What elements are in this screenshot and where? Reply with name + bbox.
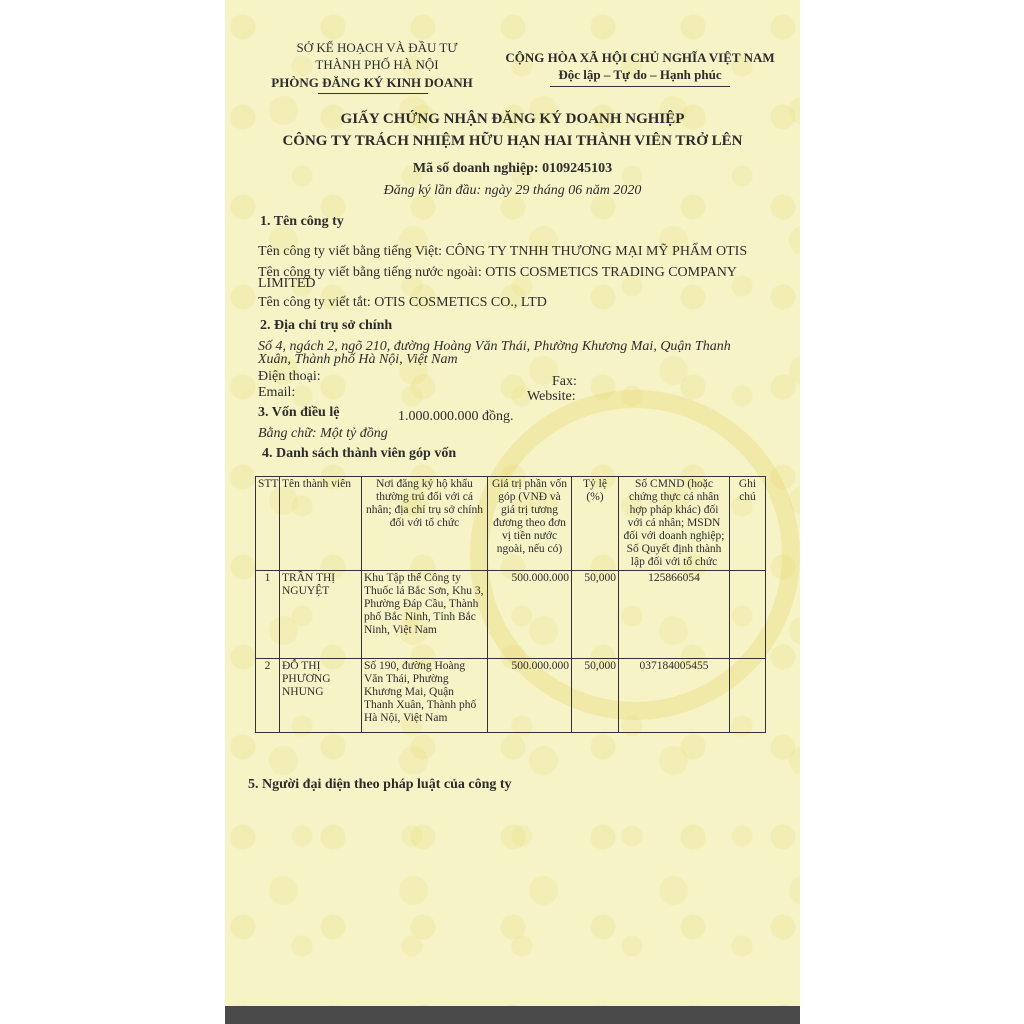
section3-heading: 3. Vốn điều lệ [258,405,340,420]
charter-capital-words: Bằng chữ: Một tỷ đồng [258,426,388,441]
section5-heading: 5. Người đại diện theo pháp luật của công ty [248,777,512,792]
company-name-vietnamese: Tên công ty viết bằng tiếng Việt: CÔNG TY TNHH THƯƠNG MẠI MỸ PHẨM OTIS [258,244,748,259]
row-note [730,659,766,733]
enterprise-code: Mã số doanh nghiệp: 0109245103 [412,161,613,176]
charter-capital-amount: 1.000.000.000 đồng. [398,409,514,424]
row-address: Khu Tập thể Công ty Thuốc lá Bắc Sơn, Khu 3, Phường Đáp Cầu, Thành phố Bắc Ninh, Tỉnh Bắc Ninh, Việt Nam [362,571,488,659]
header-underline-right [550,86,730,87]
company-name-foreign-cont: LIMITED [258,276,316,291]
issuer-department: SỞ KẾ HOẠCH VÀ ĐẦU TƯ [296,40,458,55]
row-id-number: 037184005455 [619,659,730,733]
col-header-note: Ghi chú [730,477,766,571]
members-table [255,476,766,733]
certificate-title: GIẤY CHỨNG NHẬN ĐĂNG KÝ DOANH NGHIỆP [340,111,685,127]
col-header-member-name: Tên thành viên [280,477,362,571]
first-registration-date: Đăng ký lần đầu: ngày 29 tháng 06 năm 2020 [383,183,642,198]
phone-label: Điện thoại: [258,369,321,384]
row-capital-value: 500.000.000 [488,571,572,659]
issuer-city: THÀNH PHỐ HÀ NỘI [315,57,439,72]
background-right [800,0,1024,1024]
header-underline-left [318,93,428,94]
email-label: Email: [258,385,296,400]
issuer-office: PHÒNG ĐĂNG KÝ KINH DOANH [271,75,473,90]
table-header-row [256,477,766,571]
row-ratio: 50,000 [572,659,619,733]
row-capital-value: 500.000.000 [488,659,572,733]
table-row [256,571,766,659]
company-short-name: Tên công ty viết tắt: OTIS COSMETICS CO., LTD [258,295,547,310]
col-header-capital-value: Giá trị phần vốn góp (VNĐ và giá trị tương đương theo đơn vị tiền nước ngoài, nếu có) [488,477,572,571]
row-stt: 1 [256,571,280,659]
col-header-ratio: Tỷ lệ (%) [572,477,619,571]
company-type: CÔNG TY TRÁCH NHIỆM HỮU HẠN HAI THÀNH VIÊN TRỞ LÊN [282,133,743,149]
national-title: CỘNG HÒA XÃ HỘI CHỦ NGHĨA VIỆT NAM [505,50,775,65]
row-member-name: ĐỖ THỊ PHƯƠNG NHUNG [280,659,362,733]
section1-heading: 1. Tên công ty [260,214,344,229]
section4-heading: 4. Danh sách thành viên góp vốn [262,446,457,461]
row-stt: 2 [256,659,280,733]
section2-heading: 2. Địa chỉ trụ sở chính [260,318,393,333]
company-name-foreign: Tên công ty viết bằng tiếng nước ngoài: OTIS COSMETICS TRADING COMPANY [258,265,737,280]
row-address: Số 190, đường Hoàng Văn Thái, Phường Khương Mai, Quận Thanh Xuân, Thành phố Hà Nội, Việt Nam [362,659,488,733]
background-left [0,0,225,1024]
row-id-number: 125866054 [619,571,730,659]
head-office-address: Số 4, ngách 2, ngõ 210, đường Hoàng Văn Thái, Phường Khương Mai, Quận Thanh [258,339,731,354]
row-ratio: 50,000 [572,571,619,659]
col-header-id-number: Số CMND (hoặc chứng thực cá nhân hợp pháp khác) đối với cá nhân; MSDN đối với doanh nghiệp; Số Quyết định thành lập đối với tổ chức [619,477,730,571]
row-member-name: TRẦN THỊ NGUYỆT [280,571,362,659]
col-header-address: Nơi đăng ký hộ khẩu thường trú đối với cá nhân; địa chỉ trụ sở chính đối với tổ chức [362,477,488,571]
fax-label: Fax: [552,374,577,389]
national-motto: Độc lập – Tự do – Hạnh phúc [558,67,722,82]
table-row [256,659,766,733]
website-label: Website: [527,389,576,404]
col-header-stt: STT [256,477,280,571]
head-office-address-cont: Xuân, Thành phố Hà Nội, Việt Nam [258,352,458,367]
table-surface [225,1006,800,1024]
row-note [730,571,766,659]
